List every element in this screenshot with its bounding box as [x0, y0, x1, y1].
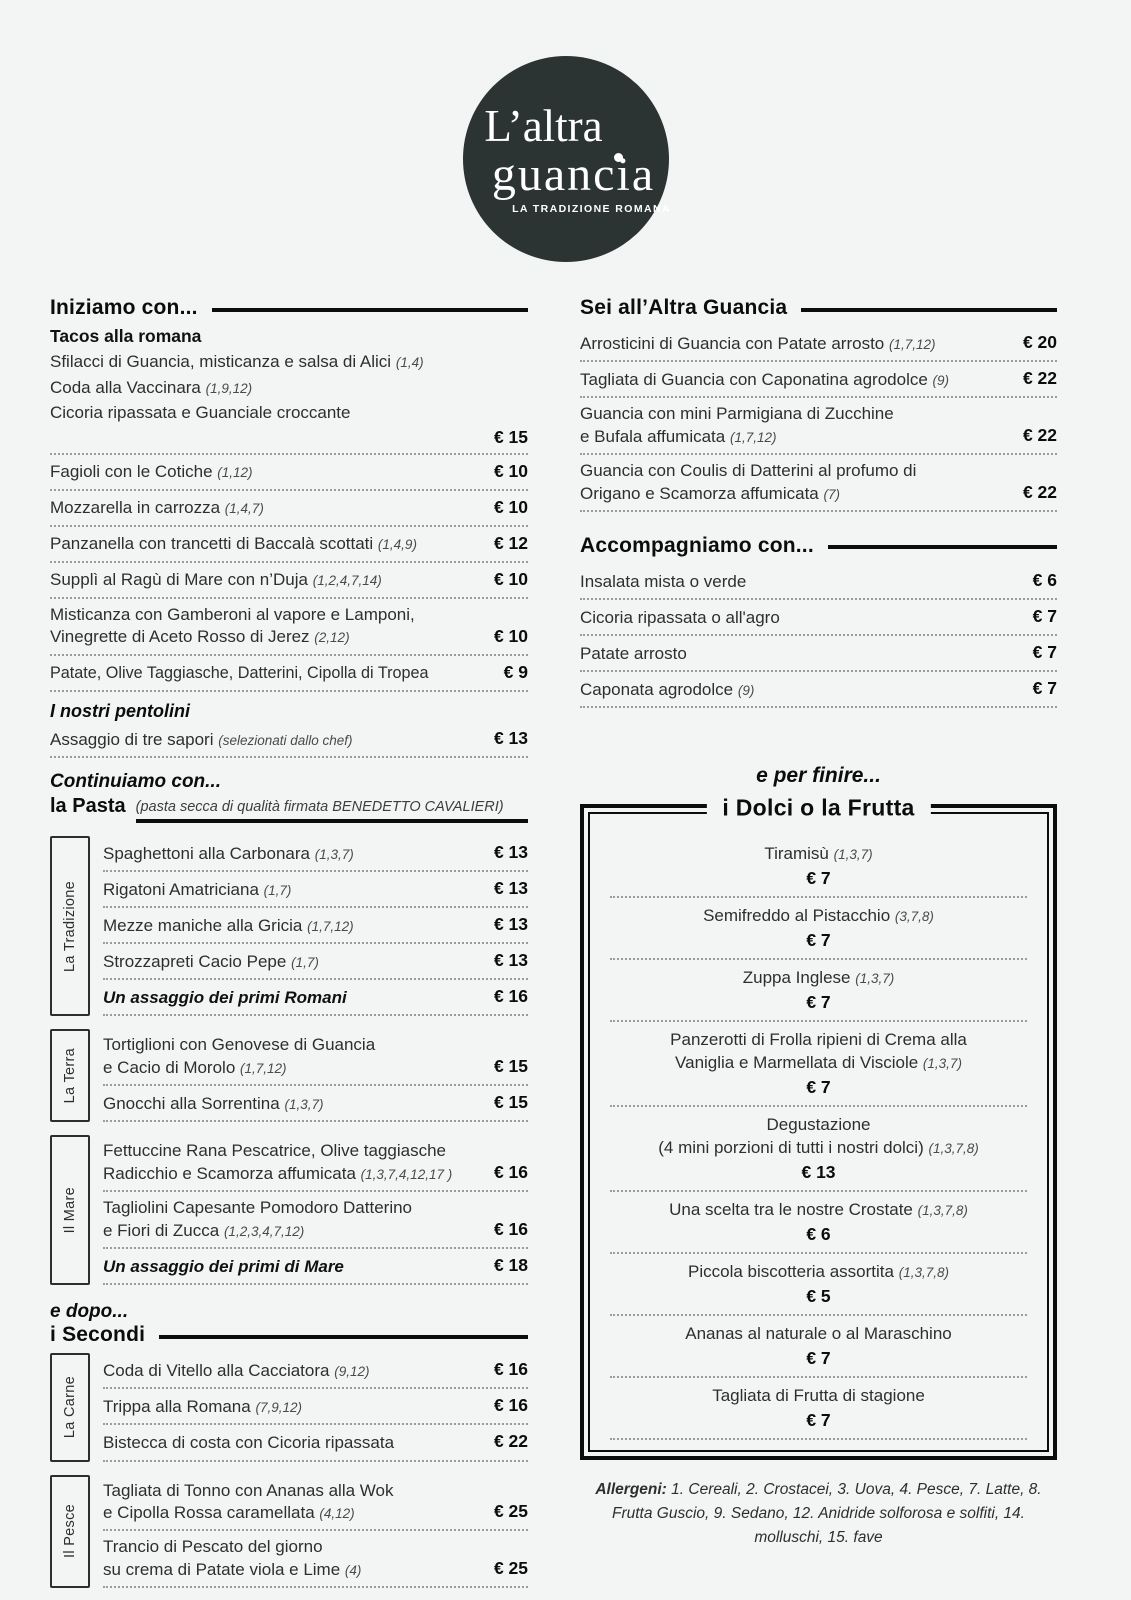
item-name: Zuppa Inglese (1,3,7): [742, 968, 895, 988]
section-header-iniziamo: [50, 296, 528, 320]
item-price: € 7: [806, 1347, 831, 1368]
item-name: Mezze maniche alla Gricia (1,7,12): [103, 915, 354, 935]
menu-item-row: [580, 672, 1057, 708]
allergen-ref: (1,9,12): [205, 380, 253, 396]
menu-item-row: [103, 1192, 528, 1249]
item-price: € 22: [493, 1431, 528, 1452]
group-items: [103, 1029, 528, 1122]
allergen-ref: (7): [823, 486, 840, 502]
item-name: Cicoria ripassata o all'agro: [580, 607, 780, 627]
allergen-ref: (1,7): [263, 882, 292, 898]
category-label-la-carne: La Carne: [50, 1353, 90, 1461]
dessert-item: [610, 1254, 1027, 1316]
menu-item-row: [103, 1475, 528, 1532]
dessert-item: [610, 1192, 1027, 1254]
section-title: Sei all’Altra Guancia: [580, 296, 788, 319]
section-preheader-continuiamo: Continuiamo con...: [50, 770, 221, 792]
group-items: [103, 1475, 528, 1589]
dessert-box-title: i Dolci o la Frutta: [706, 793, 930, 824]
item-name: Tagliolini Capesante Pomodoro Datterino e Fiori di Zucca (1,2,3,4,7,12): [103, 1198, 413, 1240]
menu-item-row: [103, 1531, 528, 1588]
item-price: € 10: [493, 625, 528, 646]
allergen-ref: (1,7): [291, 954, 319, 970]
item-price: € 25: [493, 1501, 528, 1522]
item-price: € 6: [806, 1223, 831, 1244]
item-price: € 15: [493, 1056, 528, 1077]
category-label-il-pesce: Il Pesce: [50, 1475, 90, 1589]
item-price: € 16: [493, 1162, 528, 1183]
allergen-ref: (3,7,8): [894, 909, 934, 925]
logo-subtitle: LA TRADIZIONE ROMANA: [512, 202, 671, 215]
dessert-item: [610, 1316, 1027, 1378]
allergen-ref: (1,3,7,8): [928, 1140, 979, 1156]
item-price: € 16: [493, 1359, 528, 1380]
item-price: € 13: [493, 950, 528, 971]
header-rule: [212, 308, 528, 312]
item-price: € 13: [801, 1161, 836, 1182]
menu-item-row: [580, 564, 1057, 600]
pasta-group-la-terra: [50, 1029, 528, 1122]
item-name: Piccola biscotteria assortita (1,3,7,8): [688, 1261, 949, 1281]
item-price: € 7: [806, 868, 831, 889]
menu-item: [50, 400, 528, 426]
menu-item-row: [50, 455, 528, 491]
item-price: € 16: [493, 1219, 528, 1240]
item-name: Semifreddo al Pistacchio (3,7,8): [703, 906, 934, 926]
item-name: Spaghettoni alla Carbonara (1,3,7): [103, 843, 354, 863]
dessert-item: [610, 1107, 1027, 1192]
menu-item: [50, 349, 528, 375]
section-preheader-edopo: e dopo...: [50, 1301, 129, 1323]
item-name: Tiramisù (1,3,7): [764, 844, 873, 864]
dessert-box: [580, 794, 1057, 1459]
header-rule: [828, 545, 1057, 549]
logo-line1: L’altra: [484, 100, 603, 151]
menu-item-row: [50, 491, 528, 527]
item-name: Tagliata di Tonno con Ananas alla Wok e Cipolla Rossa caramellata (4,12): [103, 1480, 394, 1522]
dessert-preheader: e per finire...: [756, 764, 881, 788]
right-column: [580, 296, 1057, 1588]
allergen-ref: (1,4): [395, 355, 424, 370]
section-header-secondi: [50, 1323, 528, 1347]
menu-item-row: [103, 944, 528, 980]
dessert-item: [610, 1378, 1027, 1440]
menu-item-row-tasting: [103, 1249, 528, 1285]
menu-item-row: [580, 600, 1057, 636]
menu-item-row: [103, 1425, 528, 1461]
category-label-la-tradizione: La Tradizione: [50, 836, 90, 1016]
allergen-ref: (4,12): [319, 1505, 355, 1521]
tacos-group: [50, 326, 528, 455]
dessert-box-inner: [588, 812, 1049, 1451]
menu-item-row: [103, 1029, 528, 1086]
item-name: Panzerotti di Frolla ripieni di Crema alla Vaniglia e Marmellata di Visciole (1,3,7): [670, 1030, 967, 1073]
dessert-item: [610, 836, 1027, 898]
item-price: € 15: [50, 426, 528, 455]
restaurant-logo: [463, 56, 669, 262]
item-name: Panzanella con trancetti di Baccalà scottati (1,4,9): [50, 534, 417, 554]
item-price: € 6: [1032, 569, 1057, 590]
item-name: Tagliata di Frutta di stagione: [712, 1385, 925, 1405]
menu-item-row: [103, 836, 528, 872]
category-label-il-mare: Il Mare: [50, 1135, 90, 1285]
item-price: € 7: [806, 930, 831, 951]
item-name: Degustazione (4 mini porzioni di tutti i nostri dolci) (1,3,7,8): [658, 1115, 979, 1157]
item-name: Trippa alla Romana (7,9,12): [103, 1396, 302, 1416]
item-name: Coda di Vitello alla Cacciatora (9,12): [103, 1360, 370, 1380]
item-price: € 9: [503, 661, 528, 682]
pasta-group-la-tradizione: [50, 836, 528, 1016]
menu-item-row: [50, 599, 528, 656]
header-rule: [159, 1335, 528, 1339]
allergen-ref: (1,4,9): [377, 537, 417, 553]
item-name: Guancia con mini Parmigiana di Zucchine e Bufala affumicata (1,7,12): [580, 404, 894, 446]
menu-item-row: [580, 326, 1057, 362]
allergen-ref: (1,3,7,8): [898, 1264, 949, 1280]
group-items: [103, 1353, 528, 1461]
item-name: Strozzapreti Cacio Pepe (1,7): [103, 951, 319, 971]
item-price: € 13: [493, 878, 528, 899]
menu-item-row: [103, 1353, 528, 1389]
menu-item-row: [580, 362, 1057, 398]
allergen-ref: (1,3,7): [833, 847, 873, 863]
item-price: € 7: [806, 1409, 831, 1430]
item-price: € 22: [1022, 481, 1057, 502]
item-price: € 13: [493, 841, 528, 862]
allergen-ref: (1,3,7,8): [917, 1202, 968, 1218]
item-name: Insalata mista o verde: [580, 571, 747, 591]
menu-item-row: [103, 1086, 528, 1122]
section-title: i Secondi: [50, 1323, 146, 1347]
allergen-ref: (7,9,12): [255, 1399, 302, 1415]
item-price: € 10: [493, 568, 528, 589]
item-name: Rigatoni Amatriciana (1,7): [103, 879, 292, 899]
item-name: Patate, Olive Taggiasche, Datterini, Cipolla di Tropea: [50, 664, 429, 683]
group-items: [103, 1135, 528, 1285]
item-name: Caponata agrodolce (9): [580, 679, 755, 699]
secondi-group-la-carne: [50, 1353, 528, 1461]
menu-item-row: [580, 636, 1057, 672]
item-price: € 25: [493, 1558, 528, 1579]
item-price: € 20: [1022, 332, 1057, 352]
item-name: Bistecca di costa con Cicoria ripassata: [103, 1433, 395, 1453]
allergen-ref: (9,12): [334, 1363, 370, 1379]
menu-item-row: [103, 908, 528, 944]
allergen-legend: [580, 1478, 1057, 1550]
allergen-ref: (1,2,3,4,7,12): [223, 1223, 305, 1239]
allergen-ref: (1,2,4,7,14): [312, 573, 382, 589]
item-name: Fettuccine Rana Pescatrice, Olive taggiasche Radicchio e Scamorza affumicata (1,3,7,4,12,17 ): [103, 1141, 453, 1183]
section-header-guancia: [580, 296, 1057, 320]
dessert-item: [610, 1022, 1027, 1107]
item-price: € 16: [493, 1395, 528, 1416]
header-rule: [801, 308, 1057, 312]
item-note: (selezionati dallo chef): [218, 732, 353, 748]
item-name: Trancio di Pescato del giorno su crema di Patate viola e Lime (4): [103, 1537, 362, 1579]
menu-item-row: [50, 656, 528, 692]
item-price: € 7: [806, 1077, 831, 1097]
item-price: € 22: [1022, 424, 1057, 445]
allergen-ref: (1,4,7): [224, 501, 264, 517]
item-price: € 13: [493, 727, 528, 748]
item-name: Ananas al naturale o al Maraschino: [685, 1323, 952, 1343]
group-title: Tacos alla romana: [50, 326, 202, 346]
subsection-header-pentolini: I nostri pentolini: [50, 700, 190, 721]
item-name: Supplì al Ragù di Mare con n’Duja (1,2,4,7,14): [50, 570, 382, 590]
item-price: € 7: [806, 992, 831, 1013]
pasta-group-il-mare: [50, 1135, 528, 1285]
dessert-item: [610, 898, 1027, 960]
allergen-ref: (1,3,7,4,12,17 ): [360, 1166, 453, 1182]
menu-item-row: [103, 872, 528, 908]
menu-item-row: [580, 455, 1057, 512]
item-name: Guancia con Coulis di Datterini al profumo di Origano e Scamorza affumicata (7): [580, 461, 917, 503]
section-title: Accompagniamo con...: [580, 533, 814, 557]
menu-item-row: [103, 1389, 528, 1425]
menu-item-row: [580, 398, 1057, 455]
category-label-la-terra: La Terra: [50, 1029, 90, 1122]
item-price: € 12: [493, 532, 528, 553]
left-column: [50, 296, 528, 1588]
allergen-ref: (1,3,7): [284, 1096, 324, 1112]
item-name: Fagioli con le Cotiche (1,12): [50, 462, 253, 482]
section-title: Iniziamo con...: [50, 296, 198, 319]
item-price: € 7: [1032, 678, 1057, 699]
item-price: € 10: [493, 460, 528, 481]
allergen-ref: (2,12): [314, 630, 350, 646]
menu-item: [50, 375, 528, 401]
item-price: € 18: [493, 1255, 528, 1276]
item-price: € 16: [493, 986, 528, 1007]
section-header-pasta: [50, 795, 528, 823]
item-name: Una scelta tra le nostre Crostate (1,3,7,8): [669, 1199, 968, 1219]
allergen-ref: (1,7,12): [307, 918, 354, 934]
menu-item-row: [50, 527, 528, 563]
item-price: € 7: [1032, 606, 1057, 627]
allergen-legend-label: Allergeni:: [595, 1480, 667, 1498]
item-name: Mozzarella in carrozza (1,4,7): [50, 498, 264, 518]
allergen-ref: (1,7,12): [240, 1060, 287, 1076]
secondi-group-il-pesce: [50, 1475, 528, 1589]
menu-item-row-tasting: [103, 980, 528, 1016]
menu-item-row: [103, 1135, 528, 1192]
item-name: Misticanza con Gamberoni al vapore e Lamponi, Vinegrette di Aceto Rosso di Jerez (2,12): [50, 604, 415, 647]
item-name: Un assaggio dei primi di Mare: [103, 1256, 344, 1276]
item-name: Cicoria ripassata e Guanciale croccante: [50, 403, 351, 422]
item-name: Tortiglioni con Genovese di Guancia e Cacio di Morolo (1,7,12): [103, 1035, 376, 1077]
allergen-legend-text: 1. Cereali, 2. Crostacei, 3. Uova, 4. Pesce, 7. Latte, 8. Frutta Guscio, 9. Sedano, 12. Anidride solforosa e solfiti, 14. molluschi, 15. fave: [612, 1480, 1042, 1546]
item-name: Assaggio di tre sapori (selezionati dallo chef): [50, 729, 353, 749]
item-name: Sfilacci di Guancia, misticanza e salsa di Alici: [50, 352, 392, 371]
item-price: € 7: [1032, 642, 1057, 663]
allergen-ref: (1,7,12): [729, 429, 777, 445]
item-price: € 10: [493, 496, 528, 517]
section-header-contorni: [580, 534, 1057, 558]
item-price: € 5: [806, 1285, 831, 1306]
section-note: (pasta secca di qualità firmata BENEDETTO CAVALIERI): [136, 799, 528, 823]
allergen-ref: (1,3,7): [314, 846, 354, 862]
menu-item-row: [50, 563, 528, 599]
allergen-ref: (9): [932, 372, 950, 388]
item-name: Coda alla Vaccinara: [50, 377, 201, 397]
item-price: € 13: [493, 914, 528, 935]
allergen-ref: (1,3,7): [855, 971, 895, 987]
dessert-item: [610, 960, 1027, 1022]
allergen-ref: (1,3,7): [922, 1056, 962, 1072]
item-name: Arrosticini di Guancia con Patate arrosto (1,7,12): [580, 333, 936, 353]
group-items: [103, 836, 528, 1016]
item-name: Tagliata di Guancia con Caponatina agrodolce (9): [580, 369, 950, 389]
allergen-ref: (1,12): [217, 465, 253, 481]
section-title: la Pasta: [50, 794, 126, 817]
item-name: Patate arrosto: [580, 643, 687, 663]
allergen-ref: (1,7,12): [889, 336, 936, 352]
item-price: € 22: [1022, 368, 1057, 389]
menu-item-row: [50, 722, 528, 758]
allergen-ref: (9): [737, 682, 755, 698]
item-name: Gnocchi alla Sorrentina (1,3,7): [103, 1093, 324, 1113]
allergen-ref: (4): [344, 1562, 362, 1578]
item-name: Un assaggio dei primi Romani: [103, 987, 347, 1007]
item-price: € 15: [493, 1092, 528, 1113]
menu-columns: [50, 296, 1085, 1588]
logo-line2: guancia: [491, 147, 656, 201]
